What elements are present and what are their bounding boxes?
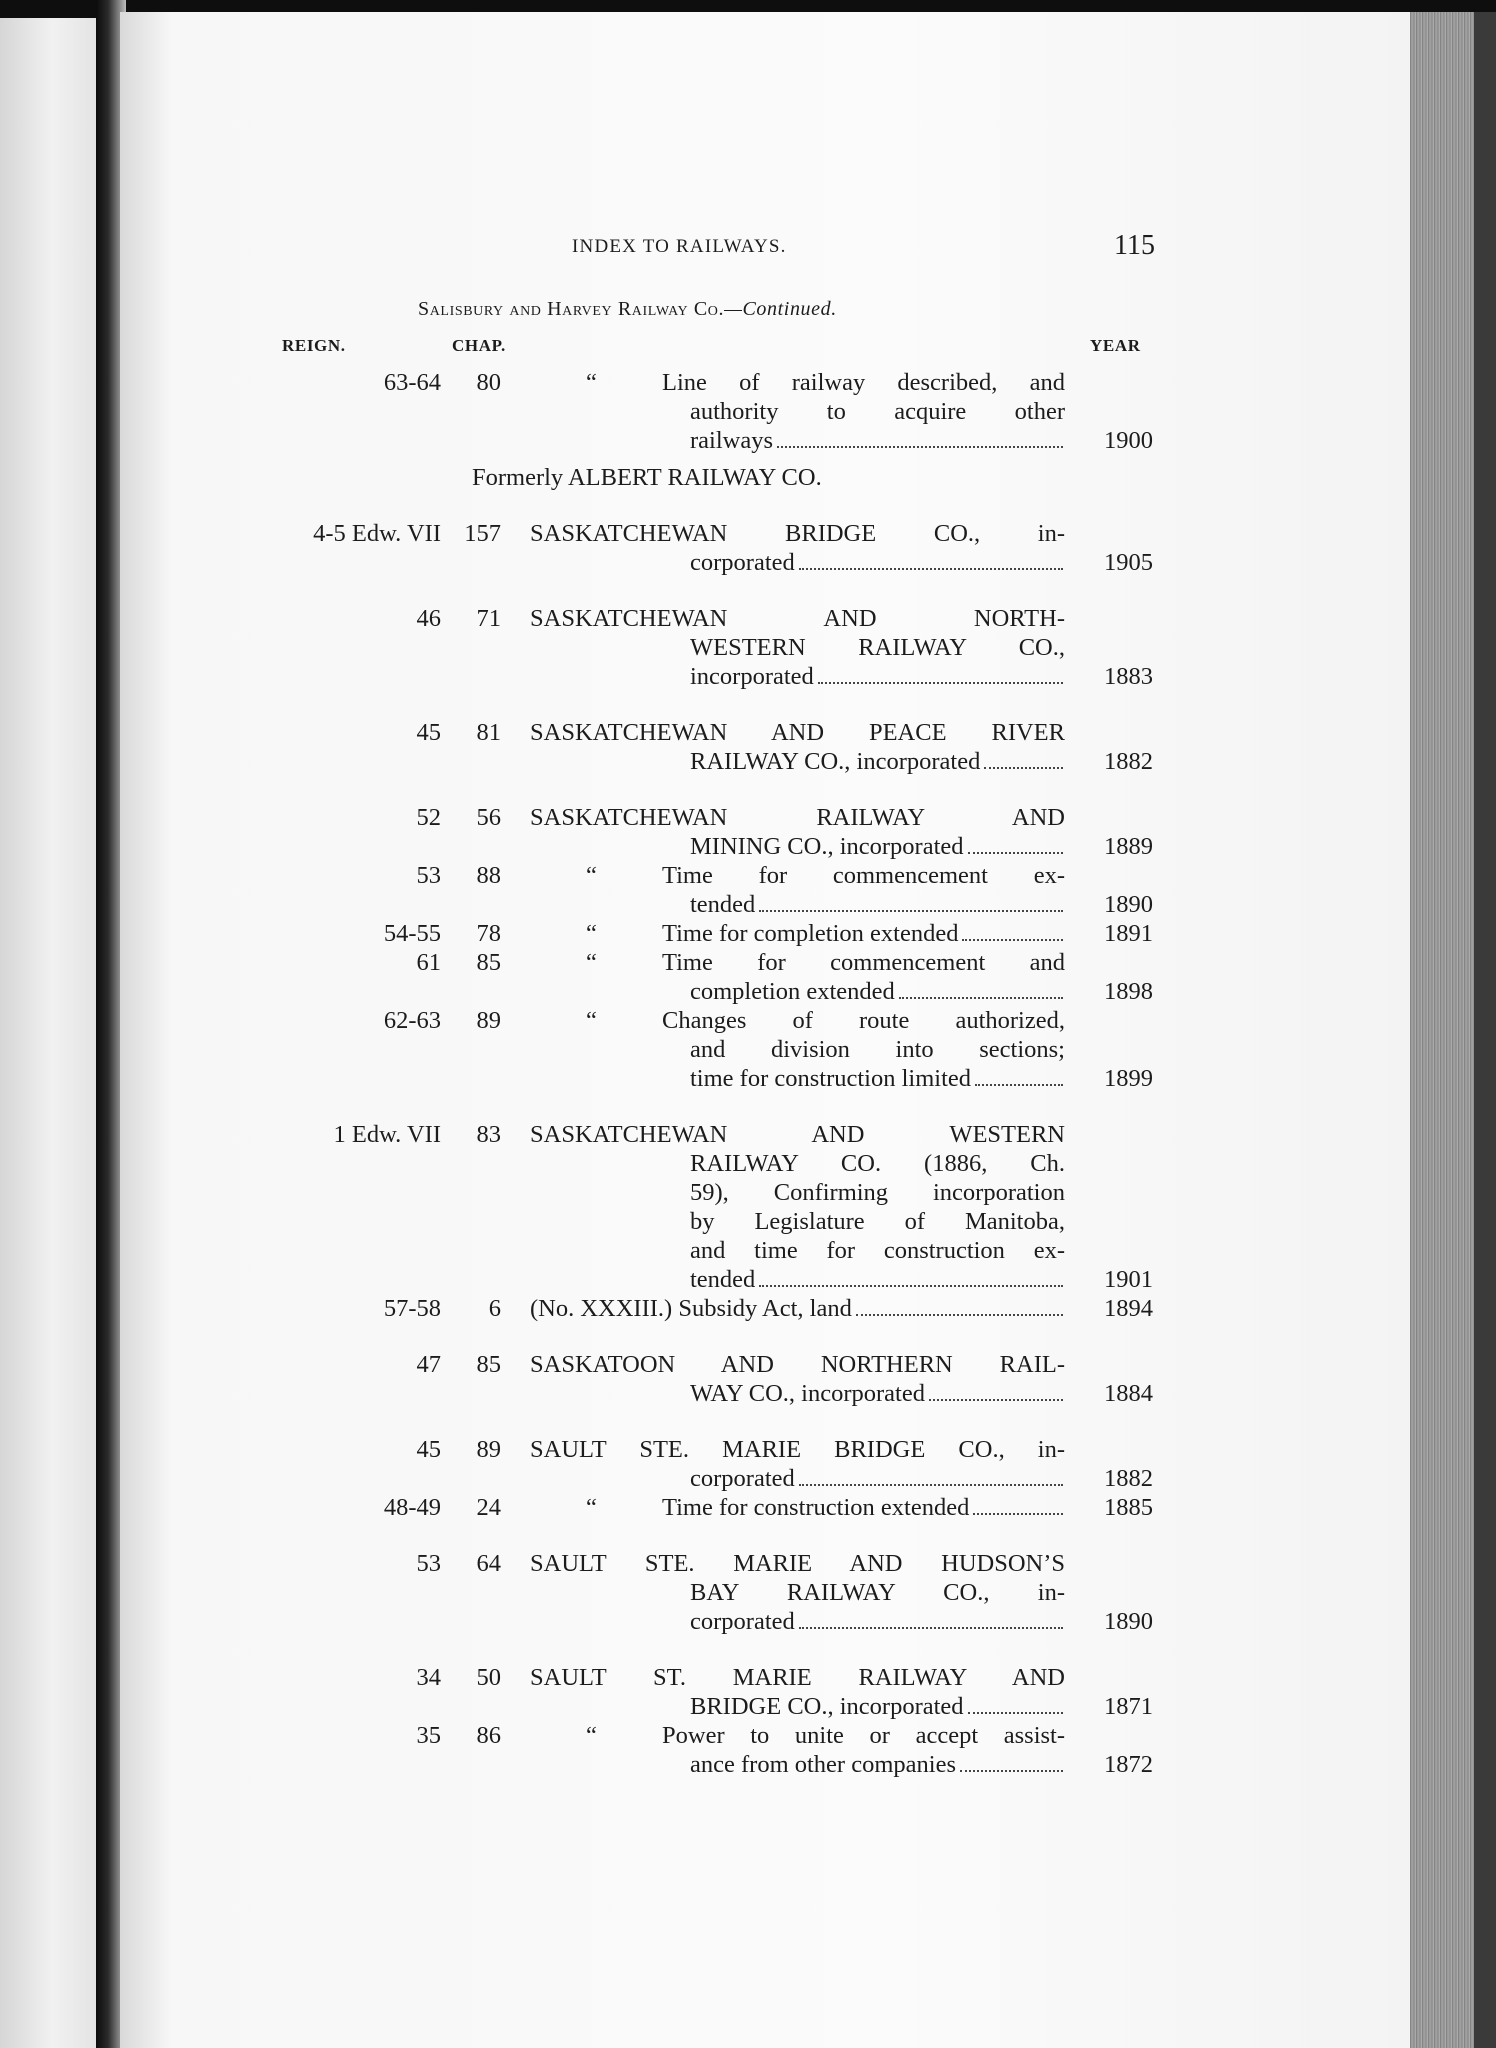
dot-leader	[777, 446, 1063, 448]
entry-line	[0, 861, 1496, 890]
entry-line	[0, 662, 1496, 691]
reign-cell: 45	[416, 719, 441, 746]
entry-line	[0, 1207, 1496, 1236]
entry-text-value: Time for completion extended	[662, 920, 959, 947]
chapter-cell: 78	[476, 920, 501, 947]
entry-text-value: Changes of route authorized,	[662, 1007, 1065, 1034]
entry-text	[690, 548, 1065, 577]
entry-line	[0, 604, 1496, 633]
entry-text-value: Power to unite or accept assist-	[662, 1722, 1065, 1749]
entry-text-value: railways	[690, 427, 773, 454]
year-cell: 1891	[1104, 920, 1153, 947]
continued-suffix: —Continued.	[724, 298, 837, 320]
entry-line	[0, 1379, 1496, 1408]
entry-line	[0, 1692, 1496, 1721]
entry-text	[690, 1750, 1065, 1779]
reign-cell: 57-58	[383, 1295, 441, 1322]
dot-leader	[973, 1513, 1063, 1515]
ditto-mark: “	[586, 862, 597, 889]
entry-line	[0, 1006, 1496, 1035]
entry-text	[530, 718, 1065, 747]
entry-line	[0, 1721, 1496, 1750]
entry-line	[0, 548, 1496, 577]
entry-line	[0, 368, 1496, 397]
page-number: 115	[1114, 230, 1155, 261]
entry-text-value: tended	[690, 891, 756, 918]
entry-text	[530, 1120, 1065, 1149]
dot-leader	[759, 910, 1063, 912]
entry-text	[690, 890, 1065, 919]
entry-line	[0, 747, 1496, 776]
chapter-cell: 86	[476, 1722, 501, 1749]
entry-text-value: SAULT STE. MARIE AND HUDSON’S	[530, 1550, 1065, 1577]
entry-text-value: SASKATCHEWAN AND NORTH-	[530, 605, 1065, 632]
entry-text-value: SASKATCHEWAN BRIDGE CO., in-	[530, 520, 1065, 547]
year-cell: 1900	[1104, 427, 1153, 454]
entry-line	[0, 1607, 1496, 1636]
entry-text-value: SASKATCHEWAN AND PEACE RIVER	[530, 719, 1065, 746]
entry-text-value: (No. XXXIII.) Subsidy Act, land	[530, 1295, 852, 1322]
entry-text	[690, 1178, 1065, 1207]
entry-text-value: WESTERN RAILWAY CO.,	[690, 634, 1065, 661]
entry-text-value: Time for construction extended	[662, 1494, 970, 1521]
year-cell: 1884	[1104, 1380, 1153, 1407]
chapter-cell: 64	[476, 1550, 501, 1577]
reign-cell: 61	[416, 949, 441, 976]
chapter-cell: 80	[476, 369, 501, 396]
entry-text-value: 59), Confirming incorporation	[690, 1179, 1065, 1206]
year-cell: 1894	[1104, 1295, 1153, 1322]
entry-text	[662, 1721, 1065, 1750]
year-cell: 1883	[1104, 663, 1153, 690]
dot-leader	[799, 1627, 1063, 1629]
reign-cell: 54-55	[383, 920, 441, 947]
entry-text	[530, 803, 1065, 832]
running-head: INDEX TO RAILWAYS.	[572, 236, 787, 257]
entry-line	[0, 1663, 1496, 1692]
entry-line	[0, 1265, 1496, 1294]
chapter-cell: 89	[476, 1007, 501, 1034]
entry-line	[0, 519, 1496, 548]
chapter-cell: 83	[476, 1121, 501, 1148]
entry-text-value: corporated	[690, 549, 795, 576]
year-cell: 1882	[1104, 748, 1153, 775]
entry-text	[690, 1464, 1065, 1493]
column-header-chap: CHAP.	[452, 336, 506, 355]
entry-line	[0, 1750, 1496, 1779]
entry-text-value: SAULT STE. MARIE BRIDGE CO., in-	[530, 1436, 1065, 1463]
entry-text	[690, 662, 1065, 691]
entry-text-value: MINING CO., incorporated	[690, 833, 964, 860]
entry-text	[690, 426, 1065, 455]
dot-leader	[968, 852, 1063, 854]
page-header	[560, 230, 1155, 264]
entry-line	[0, 1178, 1496, 1207]
entry-line	[0, 803, 1496, 832]
entry-text-value: BAY RAILWAY CO., in-	[690, 1579, 1065, 1606]
dot-leader	[799, 568, 1063, 570]
ditto-mark: “	[586, 1494, 597, 1521]
entry-text	[690, 1207, 1065, 1236]
entry-text-value: completion extended	[690, 978, 895, 1005]
index-entries	[0, 368, 1496, 1779]
reign-cell: 48-49	[383, 1494, 441, 1521]
entry-text-value: RAILWAY CO., incorporated	[690, 748, 981, 775]
dot-leader	[929, 1399, 1063, 1401]
dot-leader	[960, 1770, 1063, 1772]
entry-text	[690, 747, 1065, 776]
entry-line	[0, 1064, 1496, 1093]
entry-text-value: SASKATOON AND NORTHERN RAIL-	[530, 1351, 1065, 1378]
reign-cell: 52	[416, 804, 441, 831]
entry-text-value: time for construction limited	[690, 1065, 972, 1092]
year-cell: 1899	[1104, 1065, 1153, 1092]
entry-text	[690, 1265, 1065, 1294]
entry-text	[690, 397, 1065, 426]
ditto-mark: “	[586, 1722, 597, 1749]
dot-leader	[818, 682, 1063, 684]
entry-line	[0, 1236, 1496, 1265]
entry-text-value: Time for commencement ex-	[662, 862, 1065, 889]
entry-text-value: incorporated	[690, 663, 814, 690]
entry-text-value: corporated	[690, 1608, 795, 1635]
entry-text-value: SAULT ST. MARIE RAILWAY AND	[530, 1664, 1065, 1691]
year-cell: 1901	[1104, 1266, 1153, 1293]
year-cell: 1890	[1104, 891, 1153, 918]
entry-text	[662, 919, 1065, 948]
entry-text-value: tended	[690, 1266, 756, 1293]
entry-text	[530, 1549, 1065, 1578]
entry-line	[0, 1493, 1496, 1522]
dot-leader	[984, 767, 1063, 769]
entry-text	[530, 1294, 1065, 1323]
reign-cell: 63-64	[383, 369, 441, 396]
chapter-cell: 24	[476, 1494, 501, 1521]
year-cell: 1872	[1104, 1751, 1153, 1778]
entry-line	[0, 397, 1496, 426]
formerly-note: Formerly ALBERT RAILWAY CO.	[472, 464, 822, 491]
year-cell: 1898	[1104, 978, 1153, 1005]
entry-text	[690, 1236, 1065, 1265]
entry-text	[530, 1663, 1065, 1692]
column-header-reign: REIGN.	[282, 336, 346, 355]
continued-heading	[418, 298, 837, 321]
reign-cell: 35	[416, 1722, 441, 1749]
reign-cell: 53	[416, 862, 441, 889]
entry-text	[690, 633, 1065, 662]
continued-company: Salisbury and Harvey Railway Co.	[418, 298, 725, 320]
reign-cell: 46	[416, 605, 441, 632]
ditto-mark: “	[586, 369, 597, 396]
entry-text-value: Line of railway described, and	[662, 369, 1065, 396]
entry-text	[530, 604, 1065, 633]
entry-text-value: ance from other companies	[690, 1751, 956, 1778]
reign-cell: 45	[416, 1436, 441, 1463]
entry-text	[690, 977, 1065, 1006]
entry-text	[662, 1006, 1065, 1035]
reign-cell: 53	[416, 1550, 441, 1577]
chapter-cell: 88	[476, 862, 501, 889]
year-cell: 1889	[1104, 833, 1153, 860]
reign-cell: 47	[416, 1351, 441, 1378]
entry-text	[690, 1607, 1065, 1636]
chapter-cell: 157	[464, 520, 501, 547]
reign-cell: 62-63	[383, 1007, 441, 1034]
entry-text-value: and division into sections;	[690, 1036, 1065, 1063]
entry-line	[0, 426, 1496, 455]
entry-line	[0, 1294, 1496, 1323]
chapter-cell: 50	[476, 1664, 501, 1691]
entry-line	[0, 977, 1496, 1006]
ditto-mark: “	[586, 920, 597, 947]
entry-text-value: WAY CO., incorporated	[690, 1380, 925, 1407]
entry-text-value: authority to acquire other	[690, 398, 1065, 425]
chapter-cell: 6	[488, 1295, 501, 1322]
entry-text-value: Time for commencement and	[662, 949, 1065, 976]
entry-text-value: RAILWAY CO. (1886, Ch.	[690, 1150, 1065, 1177]
reign-cell: 4-5 Edw. VII	[313, 520, 441, 547]
year-cell: 1871	[1104, 1693, 1153, 1720]
entry-line	[0, 633, 1496, 662]
ditto-mark: “	[586, 949, 597, 976]
entry-text	[530, 519, 1065, 548]
column-header-year: YEAR	[1090, 336, 1141, 355]
entry-line	[0, 1149, 1496, 1178]
entry-line	[0, 1549, 1496, 1578]
entry-text-value: by Legislature of Manitoba,	[690, 1208, 1065, 1235]
chapter-cell: 89	[476, 1436, 501, 1463]
chapter-cell: 71	[476, 605, 501, 632]
entry-line	[0, 832, 1496, 861]
entry-line	[0, 1578, 1496, 1607]
entry-line	[0, 1035, 1496, 1064]
entry-line	[0, 1464, 1496, 1493]
dot-leader	[968, 1712, 1063, 1714]
year-cell: 1905	[1104, 549, 1153, 576]
dot-leader	[759, 1285, 1063, 1287]
entry-text-value: corporated	[690, 1465, 795, 1492]
entry-text	[690, 832, 1065, 861]
entry-text	[690, 1692, 1065, 1721]
dot-leader	[899, 997, 1063, 999]
entry-text	[530, 1350, 1065, 1379]
chapter-cell: 85	[476, 1351, 501, 1378]
entry-line	[0, 1350, 1496, 1379]
entry-text	[690, 1379, 1065, 1408]
ditto-mark: “	[586, 1007, 597, 1034]
entry-text	[690, 1064, 1065, 1093]
entry-text	[690, 1149, 1065, 1178]
chapter-cell: 81	[476, 719, 501, 746]
entry-text	[662, 861, 1065, 890]
entry-text-value: and time for construction ex-	[690, 1237, 1065, 1264]
reign-cell: 1 Edw. VII	[333, 1121, 441, 1148]
year-cell: 1890	[1104, 1608, 1153, 1635]
entry-text	[662, 948, 1065, 977]
entry-line	[0, 1120, 1496, 1149]
entry-text-value: SASKATCHEWAN RAILWAY AND	[530, 804, 1065, 831]
entry-text	[662, 368, 1065, 397]
chapter-cell: 85	[476, 949, 501, 976]
year-cell: 1882	[1104, 1465, 1153, 1492]
entry-text	[690, 1035, 1065, 1064]
entry-text-value: BRIDGE CO., incorporated	[690, 1693, 964, 1720]
dot-leader	[962, 939, 1063, 941]
entry-text	[530, 1435, 1065, 1464]
dot-leader	[799, 1484, 1063, 1486]
entry-line	[0, 1435, 1496, 1464]
entry-line	[0, 919, 1496, 948]
chapter-cell: 56	[476, 804, 501, 831]
dot-leader	[975, 1084, 1063, 1086]
year-cell: 1885	[1104, 1494, 1153, 1521]
entry-line	[0, 948, 1496, 977]
reign-cell: 34	[416, 1664, 441, 1691]
formerly-note-line	[0, 463, 1496, 492]
entry-text	[690, 1578, 1065, 1607]
entry-text	[662, 1493, 1065, 1522]
entry-line	[0, 890, 1496, 919]
entry-line	[0, 718, 1496, 747]
entry-text-value: SASKATCHEWAN AND WESTERN	[530, 1121, 1065, 1148]
dot-leader	[856, 1314, 1063, 1316]
